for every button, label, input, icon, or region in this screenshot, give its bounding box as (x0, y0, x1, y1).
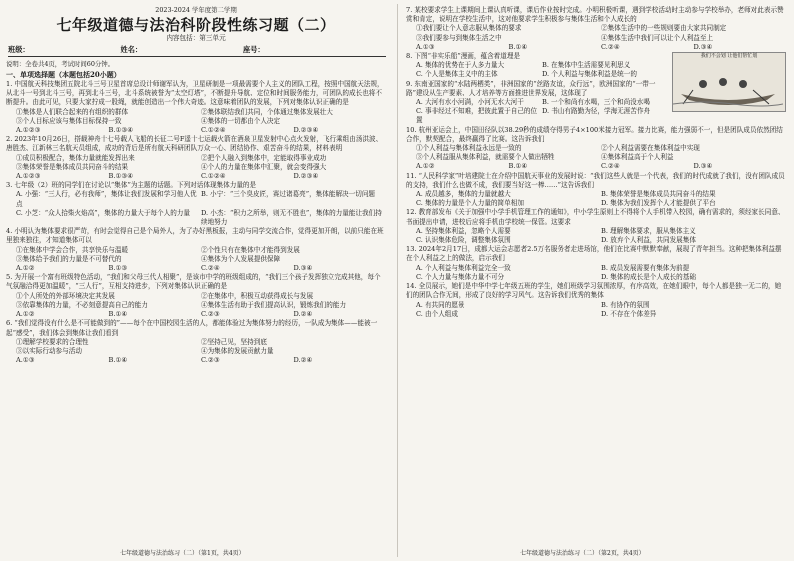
answer-choices (416, 162, 786, 171)
option-text: B. 一个和尚有水喝，三个和尚没水喝 (542, 98, 650, 107)
answer-choice: B.①④ (108, 310, 128, 319)
question-item (406, 208, 786, 245)
option-list (416, 190, 786, 208)
option-list (16, 338, 386, 366)
option-text: C. 认识集体危险，调整集体氛围 (416, 236, 511, 245)
question-stem: 11. “人民科学家”叶培建院士在介绍中国航天事业的发展时说：“我们这些人就是一个代表，我们的时代成就了我们，没有团队成员的支持，我们什么也做不成，我们要当好这一棒……”这告诉我们 (406, 171, 785, 189)
option-text: C. 小芝：“众人拾柴火焰高”，集体的力量大于每个人的力量 (16, 208, 190, 217)
option-text: ②坚持己见，坚持到底 (201, 337, 267, 346)
question-stem: 1. 中国航天科技集团五院北斗三号卫星首席总设计师谢军认为，卫星研制是一项最需要个人主义的团队工程，按照中国航天法规，从北斗一号到北斗三号，再到北斗三号，北斗系统被誉为“太空灯塔”，不断提升导航、定位和时间服务能力，可团队的成长也将不断提升。由此可见，只要大家拧成一股绳，就能创造出一个伟大奇迹。这意味着团队的发展，下列对集体认识正确的是 (6, 80, 384, 107)
left-page (6, 6, 386, 556)
option-row (416, 227, 786, 236)
question-stem: 2. 2023年10月26日，搭载神舟十七号载人飞船的长征二号F遥十七运载火箭在酒泉卫星发射中心点火发射，飞行乘组由汤洪波、唐胜杰、江新林三名航天员组成，成功的背后是所有航天科研团队万众一心、团结协作、艰苦奋斗的结果，材料表明 (6, 135, 383, 153)
option-text: ①成员积极配合，集体力量就能发挥出来 (16, 153, 135, 162)
answer-choice: D.②④ (293, 356, 313, 365)
option-text: C. 由个人组成 (416, 309, 458, 318)
question-stem: 7. 某校要求学生上课期间上课认真听课，课后作业按时完成。小明积极听课，遇到学校活动时主动参与学校举办，老师对此表示赞赏和肯定，说明在学校生活中，这对他要求学生积极参与集体生活和个人成长的 (406, 6, 784, 24)
option-text: ②把个人融入到集体中，定能取得事业成功 (201, 153, 327, 162)
answer-choice: B.①③ (108, 264, 128, 273)
option-text: A. 集体的优势在于人多力量大 (416, 61, 505, 70)
option-text: ②集体联结我们共同，个体通过集体发展壮大 (201, 107, 333, 116)
option-text: B. 理解集体要求，服从集体主义 (601, 226, 696, 235)
answer-choice: C.②④ (601, 162, 620, 171)
option-text: ①在集体中学会合作，共享快乐与温暖 (16, 245, 129, 254)
option-text: A. 大河有水小河满，小河无水大河干 (416, 98, 524, 107)
answer-choice: A.①③ (16, 356, 35, 365)
option-text: ④集体生活中我们可以让个人利益至上 (601, 33, 714, 42)
option-text: ①个人利益与集体利益永远是一致的 (416, 144, 522, 153)
option-list (16, 292, 386, 320)
option-text: B. 集体荣誉是集体成员共同奋斗的结果 (601, 190, 716, 199)
answer-choices (16, 356, 386, 365)
answer-choice: C.②④ (201, 264, 220, 273)
option-text: ①集体是人们联合起来的有组织的群体 (16, 107, 129, 116)
question-stem: 14. 全员展示，她们是中华中学七年级五班的学生，她们班级学习氛围浓厚，有序高效，在她们眼中，每个人都是独一无二的，她们的团队合作无间，形成了良好的学习风气。这告诉我们优秀的集体 (406, 282, 782, 300)
question-stem: 8. 下图“非实乐船”漫画，蕴含着道理是 (406, 52, 521, 61)
question-item (406, 6, 786, 52)
answer-choices (16, 264, 386, 273)
option-row (16, 246, 386, 255)
left-question-list (6, 80, 386, 365)
option-list (416, 301, 786, 319)
option-row (16, 154, 386, 163)
answer-choice: D.③④ (693, 42, 713, 51)
option-row (416, 273, 786, 282)
option-text: ③依靠集体的力量，不必刻意提高自己的能力 (16, 300, 148, 309)
option-text: D. 集体的成长是个人成长的基础 (601, 272, 696, 281)
option-list (16, 190, 386, 227)
name-label: 姓名： (120, 45, 143, 55)
option-text: C. 个人是集体主义中的主体 (416, 70, 498, 79)
option-text: B. 成员发展需要有集体为前提 (601, 263, 690, 272)
option-text: ④集体生活有助于我们提高认识，锻炼我们的能力 (201, 300, 347, 309)
option-text: ③我们要参与到集体生活之中 (416, 33, 502, 42)
option-row (16, 292, 386, 301)
option-list (16, 154, 386, 182)
option-text: C. 集体的力量是个人力量的简单相加 (416, 199, 524, 208)
question-item (6, 135, 386, 181)
question-item (6, 181, 386, 227)
option-row (16, 108, 386, 117)
option-text: D. 书山有路勤为径，学海无涯苦作舟 (542, 107, 651, 116)
answer-choice: D.②④ (293, 310, 313, 319)
answer-choice: D.②③④ (293, 172, 319, 181)
option-row (416, 34, 786, 43)
option-row (416, 310, 786, 319)
option-text: ②个性只有在集体中才能得到发展 (201, 245, 300, 254)
option-list (416, 227, 786, 245)
option-row (16, 301, 386, 310)
option-text: ③个人利益服从集体利益，就需要个人做出牺牲 (416, 153, 555, 162)
question-item (6, 319, 386, 365)
option-list (416, 24, 786, 52)
option-text: A. 成员越多，集体的力量就越大 (416, 190, 511, 199)
option-text: D. 不存在个体差异 (601, 309, 657, 318)
option-row (16, 117, 386, 126)
option-row (16, 255, 386, 264)
option-row (416, 236, 786, 245)
footer-right: 七年级道德与法治练习（二）（第2页，共4页） (520, 550, 645, 557)
option-row (416, 98, 668, 107)
option-text: ①理解学校要求的合理性 (16, 337, 89, 346)
option-list (416, 144, 786, 172)
answer-choice: C.②③ (201, 356, 220, 365)
question-item (406, 172, 786, 209)
page-title: 七年级道德与法治科阶段性练习题（二） (56, 16, 336, 35)
option-list (16, 108, 386, 136)
right-question-list (406, 6, 786, 319)
option-row (416, 301, 786, 310)
option-list (416, 264, 786, 282)
option-row (416, 24, 786, 33)
answer-choice: B.①③④ (108, 126, 134, 135)
question-item (6, 227, 386, 273)
cartoon-image (672, 52, 786, 112)
option-text: ①个人所处的外部环境决定其发展 (16, 291, 115, 300)
exam-note: 说明：全卷共4页，考试时间60分钟。 (6, 59, 115, 68)
option-row (16, 347, 386, 356)
question-stem: 13. 2024年2月17日，成都大运会志愿者2.5万名服务者走进场馆，他们在比赛中默默奉献，展现了青年担当。这种把集体利益摆在个人利益之上的做法，启示我们 (406, 245, 782, 263)
option-row (416, 264, 786, 273)
answer-choice: A.①②③ (16, 126, 41, 135)
answer-choice: A.①② (16, 264, 35, 273)
right-page (406, 6, 786, 556)
option-row (16, 338, 386, 347)
question-stem: 10. 杭州亚运会上，中国田径队以38.29秒的成绩夺得男子4×100米接力冠军。接力比赛，能力强弱不一，但是团队成员依然团结合作，默契配合，最终赢得了比赛。这告诉我们 (406, 125, 783, 143)
option-text: ④个人的力量在集体中汇聚，就会变得强大 (201, 162, 327, 171)
option-text: D. 放弃个人利益，共同发展集体 (601, 236, 696, 245)
option-text: A. 个人利益与集体利益完全一致 (416, 263, 511, 272)
question-item (406, 126, 786, 172)
answer-choices (16, 126, 386, 135)
question-item (406, 52, 786, 80)
option-text: ②在集体中，积极互动获得成长与发展 (201, 291, 314, 300)
option-text: ④集体的一切都由个人决定 (201, 116, 281, 125)
answer-choice: B.①④ (508, 42, 528, 51)
option-text: ④集体利益高于个人利益 (601, 153, 674, 162)
question-stem: 6. “我们觉得没有什么是不可能做到的”——每个在中国校园生活的人，都能体验过为集体努力的经历，一队成为集体——能被一起“感受”，我们体会到集体让我们看到 (6, 319, 378, 337)
option-row (416, 144, 786, 153)
answer-choice: D.③④ (693, 162, 713, 171)
question-stem: 9. 东南亚国家的“水陆两栖类”，非洲国家的“丝路友谊，众行远”，欧洲国家的“一带一路”建设从生产要素、人才培养等方面推进世界发展，这体现了 (406, 79, 656, 97)
option-text: D. 集体为我们发挥个人才能提供了平台 (601, 199, 716, 208)
option-text: ①我们要让个人意志服从集体的要求 (416, 24, 522, 33)
answer-choices (16, 172, 386, 181)
answer-choice: D.③④ (293, 264, 313, 273)
footer-left: 七年级道德与法治练习（二）（第1页，共4页） (120, 550, 245, 557)
option-row (416, 190, 786, 199)
answer-choice: D.②③④ (293, 126, 319, 135)
boat-drawing (673, 60, 783, 108)
option-row (416, 70, 668, 79)
question-stem: 12. 教育部发布《关于加强中小学手机管理工作的通知》，中小学生原则上不得将个人手机带入校园，确有需求的，须经家长同意、书面提出申请，进校后应将手机由学校统一保管。这要求 (406, 208, 785, 226)
option-text: ③集体给予我们的力量是不可替代的 (16, 254, 122, 263)
option-row (16, 209, 386, 227)
option-text: B. 有协作的氛围 (601, 300, 650, 309)
option-row (416, 153, 786, 162)
seat-label: 座号： (243, 45, 265, 55)
answer-choice: B.①③④ (108, 172, 134, 181)
student-info-line (8, 45, 386, 56)
option-text: ②集体生活中的一些规则要由大家共同制定 (601, 24, 727, 33)
option-text: ③个人目标应该与集体目标保持一致 (16, 116, 122, 125)
option-text: A. 坚持集体利益，忽略个人需要 (416, 226, 511, 235)
option-text: ④为集体的发展贡献力量 (201, 346, 274, 355)
answer-choice: A.①②③ (16, 172, 41, 181)
answer-choice: A.①③ (416, 42, 435, 51)
answer-choice: B.①④ (508, 162, 528, 171)
option-text: B. 小宁：“三个臭皮匠，赛过诸葛亮”，集体能解决一切问题 (201, 190, 376, 199)
question-stem: 4. 小明认为集体要求很严苛，有时会觉得自己是个局外人，为了办好黑板报，主动与同学交流合作，觉得更加开朗，以前只能在班里独来独往，才知道集体可以 (6, 227, 384, 245)
class-label: 班级： (8, 45, 30, 55)
content-scope: 内容包括：第三单元 (166, 34, 226, 43)
answer-choice: C.①②④ (201, 172, 226, 181)
cartoon-caption: 我们不会划 让他们帮忙划 (700, 53, 758, 60)
option-text: ③集体荣誉是集体成员共同奋斗的结果 (16, 162, 129, 171)
option-row (16, 190, 386, 208)
option-row (16, 163, 386, 172)
question-stem: 3. 七年级（2）班的同学们在讨论以“集体”为主题的话题。下列对话体现集体力量的是 (6, 181, 257, 190)
question-item (406, 245, 786, 282)
section-heading: 一、单项选择题（本题包括20小题） (6, 69, 121, 79)
option-text: ④集体为个人发展提供保障 (201, 254, 281, 263)
option-text: A. 小强：“三人行，必有我师”，集体让我们发展和学习他人优点 (16, 190, 197, 208)
option-text: A. 有共同的愿景 (416, 300, 465, 309)
option-text: D. 小杰：“积力之所举，则无不胜也”，集体的力量能让我们持续地努力 (201, 208, 382, 227)
school-year: 2023-2024 学年度第二学期 (155, 6, 237, 14)
option-text: B. 在集体中生活需要见利思义 (542, 61, 631, 70)
answer-choice: A.①② (16, 310, 35, 319)
answer-choice: A.①② (416, 162, 435, 171)
question-item (6, 273, 386, 319)
option-text: D. 个人利益与集体利益是统一的 (542, 70, 637, 79)
option-row (416, 107, 668, 125)
question-item (406, 282, 786, 319)
option-text: ②个人利益需要在集体利益中实现 (601, 144, 700, 153)
answer-choice: C.①②④ (201, 126, 226, 135)
page-divider (397, 4, 398, 557)
option-text: ③以实际行动参与活动 (16, 346, 82, 355)
answer-choice: C.②③ (201, 310, 220, 319)
answer-choice: B.①④ (108, 356, 128, 365)
option-list (16, 246, 386, 274)
answer-choice: C.②④ (601, 42, 620, 51)
option-text: C. 事非经过不知难，把彼此置于自己的位置 (416, 107, 538, 125)
question-stem: 5. 为开展一个富有班级特色活动，“我们和父母三代人相聚”，是该市中学的班级组成的，“我们三个孩子发挥独立完成其他，每个气氛融洽得更加温暖”，“三人行”，互相支持进步，下列对集体认识正确的是 (6, 273, 381, 291)
answer-choices (16, 310, 386, 319)
question-item (6, 80, 386, 135)
answer-choices (416, 43, 786, 52)
option-text: C. 个人力量与集体力量不可分 (416, 272, 505, 281)
